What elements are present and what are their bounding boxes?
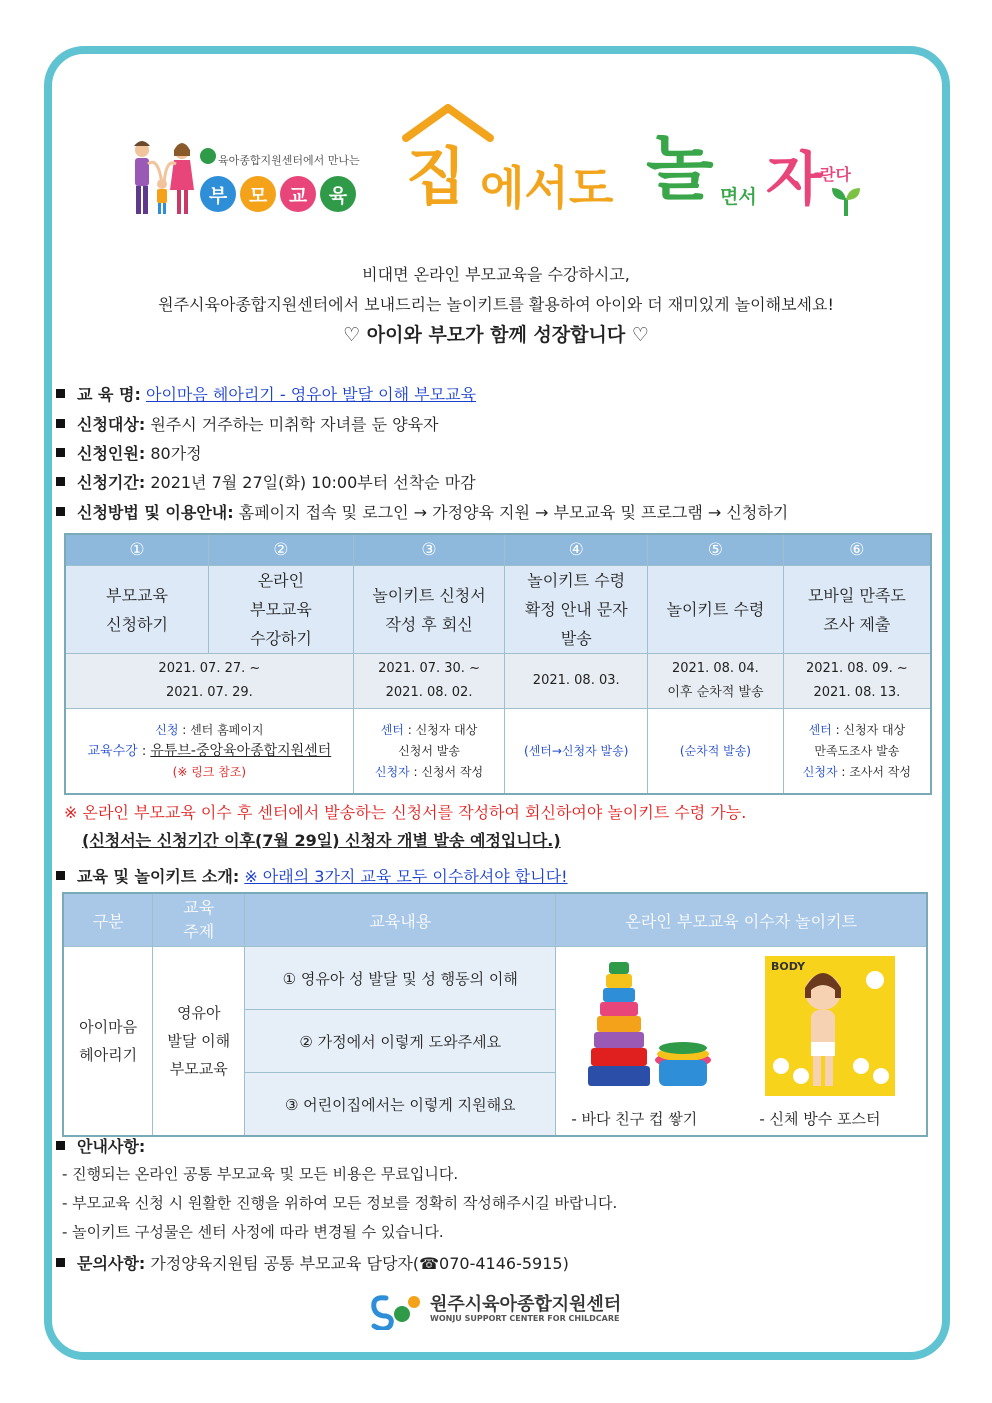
bullet-square-icon (56, 477, 65, 486)
center-logo-mark (200, 148, 216, 164)
step-detail: (순차적 발송) (648, 709, 784, 795)
roof-icon (400, 104, 500, 144)
step-title: 모바일 만족도 조사 제출 (783, 566, 931, 654)
org-name-english: WONJU SUPPORT CENTER FOR CHILDCARE (430, 1314, 620, 1323)
info-method: 신청방법 및 이용안내: 홈페이지 접속 및 로그인 → 가정양육 지원 → 부모교육 및 프로그램 → 신청하기 (56, 500, 788, 523)
header-content: 교육내용 (245, 893, 556, 947)
step-title: 놀이키트 수령 확정 안내 문자 발송 (505, 566, 648, 654)
step-detail: 신청 : 센터 홈페이지 교육수강 : 유튜브-중앙육아종합지원센터 (※ 링크 참조) (65, 709, 353, 795)
info-period: 신청기간: 2021년 7월 27일(화) 10:00부터 선착순 마감 (56, 470, 476, 493)
guide-heading: 안내사항: (56, 1134, 145, 1157)
header-kit: 온라인 부모교육 이수자 놀이키트 (556, 893, 927, 947)
intro-line-2: 원주시육아종합지원센터에서 보내드리는 놀이키트를 활용하여 아이와 더 재미있게 놀이해보세요! (158, 295, 834, 314)
kit-condition-note: ※ 온라인 부모교육 이수 후 센터에서 발송하는 신청서를 작성하여 회신하여야 놀이키트 수령 가능. (64, 803, 747, 822)
body-poster-image (765, 956, 895, 1096)
step-title: 온라인 부모교육 수강하기 (209, 566, 354, 654)
info-count: 신청인원: 80가정 (56, 441, 202, 464)
step-number: ⑥ (783, 534, 931, 566)
step-date: 2021. 07. 30. ~ 2021. 08. 02. (353, 654, 505, 709)
content-item-3: ③ 어린이집에서는 이렇게 지원해요 (245, 1073, 556, 1137)
step-date: 2021. 08. 09. ~ 2021. 08. 13. (783, 654, 931, 709)
step-number: ② (209, 534, 354, 566)
sprout-icon (828, 182, 864, 218)
step-title: 놀이키트 신청서 작성 후 회신 (353, 566, 505, 654)
intro-line-1: 비대면 온라인 부모교육을 수강하시고, (362, 265, 630, 284)
logo-char: 모 (240, 176, 276, 212)
center-logo-icon (368, 1290, 424, 1330)
step-date: 2021. 08. 03. (505, 654, 648, 709)
logo-char: 교 (280, 176, 316, 212)
content-item-1: ① 영유아 성 발달 및 성 행동의 이해 (245, 947, 556, 1010)
step-number: ④ (505, 534, 648, 566)
steps-date-row (65, 654, 931, 709)
bullet-square-icon (56, 1258, 65, 1267)
title-small-2: 란다 (820, 165, 851, 184)
bullet-square-icon (56, 1141, 65, 1150)
kit-caption-poster: - 신체 방수 포스터 (759, 1110, 881, 1128)
header-category: 구분 (63, 893, 153, 947)
step-number: ③ (353, 534, 505, 566)
info-target: 신청대상: 원주시 거주하는 미취학 자녀를 둔 양육자 (56, 412, 439, 435)
edu-name-link[interactable]: 아이마음 헤아리기 - 영유아 발달 이해 부모교육 (146, 385, 476, 404)
logo-title (200, 176, 356, 212)
guide-item: - 놀이키트 구성물은 센터 사정에 따라 변경될 수 있습니다. (62, 1223, 444, 1241)
info-edu-name: 교 육 명: 아이마음 헤아리기 - 영유아 발달 이해 부모교육 (56, 382, 476, 405)
logo-char: 부 (200, 176, 236, 212)
step-detail: (센터→신청자 발송) (505, 709, 648, 795)
steps-title-row (65, 566, 931, 654)
title-char-house: 집 (406, 140, 466, 213)
org-name-korean: 원주시육아종합지원센터 (430, 1294, 622, 1315)
logo-subtitle: 육아종합지원센터에서 만나는 (218, 154, 360, 167)
title-art (400, 104, 870, 224)
step-number: ① (65, 534, 209, 566)
step-title: 부모교육 신청하기 (65, 566, 209, 654)
bullet-square-icon (56, 389, 65, 398)
step-number: ⑤ (648, 534, 784, 566)
title-char-grow: 자 (766, 145, 823, 213)
guide-item: - 부모교육 신청 시 원활한 진행을 위하여 모든 정보를 정확히 작성해주시길 바랍니다. (62, 1194, 618, 1212)
youtube-link[interactable]: 유튜브-중앙육아종합지원센터 (150, 742, 332, 759)
bullet-square-icon (56, 871, 65, 880)
logo-char: 육 (320, 176, 356, 212)
step-detail: 센터 : 신청자 대상 신청서 발송 신청자 : 신청서 작성 (353, 709, 505, 795)
kit-images-cell (556, 947, 927, 1137)
stacking-cups-image (577, 956, 717, 1096)
title-small-1: 면서 (720, 186, 757, 208)
step-title: 놀이키트 수령 (648, 566, 784, 654)
title-text-1: 에서도 (480, 161, 614, 215)
poster-word: BODY (771, 960, 806, 973)
family-illustration (128, 138, 198, 218)
topic-cell: 영유아 발달 이해 부모교육 (153, 947, 245, 1137)
step-date: 2021. 07. 27. ~ 2021. 07. 29. (65, 654, 353, 709)
education-header-row (63, 893, 927, 947)
bullet-square-icon (56, 419, 65, 428)
title-char-play: 놀 (646, 127, 714, 209)
kit-caption-cups: - 바다 친구 컵 쌓기 (571, 1110, 698, 1128)
kit-section-heading: 교육 및 놀이키트 소개: ※ 아래의 3가지 교육 모두 이수하셔야 합니다! (56, 864, 568, 887)
step-detail: 센터 : 신청자 대상 만족도조사 발송 신청자 : 조사서 작성 (783, 709, 931, 795)
steps-number-row (65, 534, 931, 566)
steps-table (64, 533, 932, 795)
bullet-square-icon (56, 448, 65, 457)
guide-item: - 진행되는 온라인 공통 부모교육 및 모든 비용은 무료입니다. (62, 1165, 459, 1183)
step-date: 2021. 08. 04. 이후 순차적 발송 (648, 654, 784, 709)
intro-slogan: ♡ 아이와 부모가 함께 성장합니다 ♡ (343, 324, 649, 346)
form-dispatch-note: (신청서는 신청기간 이후(7월 29일) 신청자 개별 발송 예정입니다.) (82, 831, 561, 850)
category-cell: 아이마음 헤아리기 (63, 947, 153, 1137)
contact-info: 문의사항: 가정양육지원팀 공통 부모교육 담당자(☎070-4146-5915) (56, 1251, 569, 1274)
steps-detail-row (65, 709, 931, 795)
education-table (62, 892, 928, 1137)
header-topic: 교육 주제 (153, 893, 245, 947)
content-item-2: ② 가정에서 이렇게 도와주세요 (245, 1010, 556, 1073)
requirement-link[interactable]: ※ 아래의 3가지 교육 모두 이수하셔야 합니다! (244, 867, 568, 886)
bullet-square-icon (56, 507, 65, 516)
